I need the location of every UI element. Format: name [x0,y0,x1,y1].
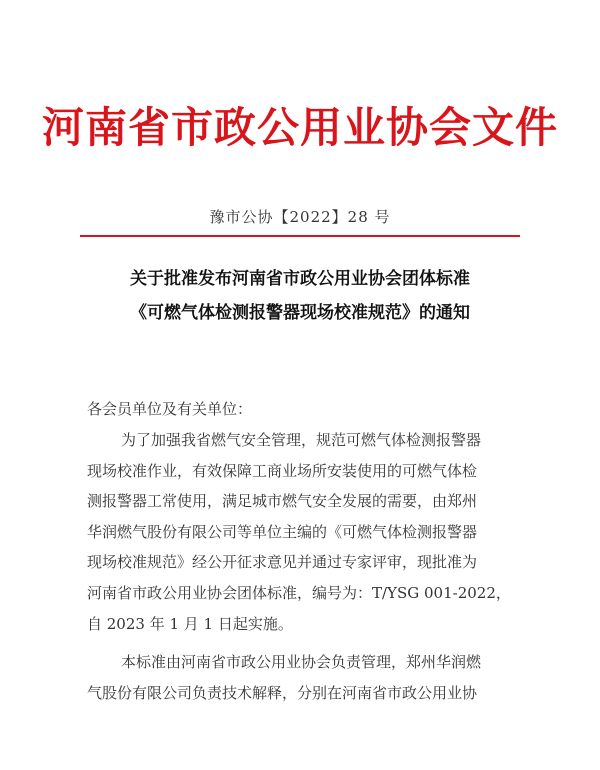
notice-body [87,425,527,708]
paragraph-1-line: 为了加强我省燃气安全管理，规范可燃气体检测报警器 [121,431,482,449]
paragraph-2-line: 气股份有限公司负责技术解释，分别在河南省市政公用业协 [87,683,478,702]
notice-subject [0,262,600,330]
paragraph-gap [87,639,527,647]
paragraph-2-line: 本标准由河南省市政公用业协会负责管理，郑州华润燃 [121,653,482,672]
notice-subject-line-2: 《可燃气体检测报警器现场校准规范》的通知 [130,303,470,323]
notice-subject-line-1: 关于批准发布河南省市政公用业协会团体标准 [130,269,470,289]
salutation: 各会员单位及有关单位： [87,400,253,418]
document-number: 豫市公协【2022】28 号 [209,208,391,226]
paragraph-1-line: 华润燃气股份有限公司等单位主编的《可燃气体检测报警器 [87,522,478,541]
paragraph-1-line: 现场校准作业，有效保障工商业场所安装使用的可燃气体检 [87,461,478,480]
document-header-title: 河南省市政公用业协会文件 [41,103,558,152]
paragraph-1-line: 河南省市政公用业协会团体标准，编号为：T/YSG 001-2022， [87,583,511,602]
red-divider-line [80,235,520,237]
paragraph-1-line: 测报警器工常使用，满足城市燃气安全发展的需要，由郑州 [87,492,478,511]
paragraph-1-line: 现场校准规范》经公开征求意见并通过专家评审，现批准为 [87,553,478,572]
paragraph-1-line: 自 2023 年 1 月 1 日起实施。 [87,614,293,633]
